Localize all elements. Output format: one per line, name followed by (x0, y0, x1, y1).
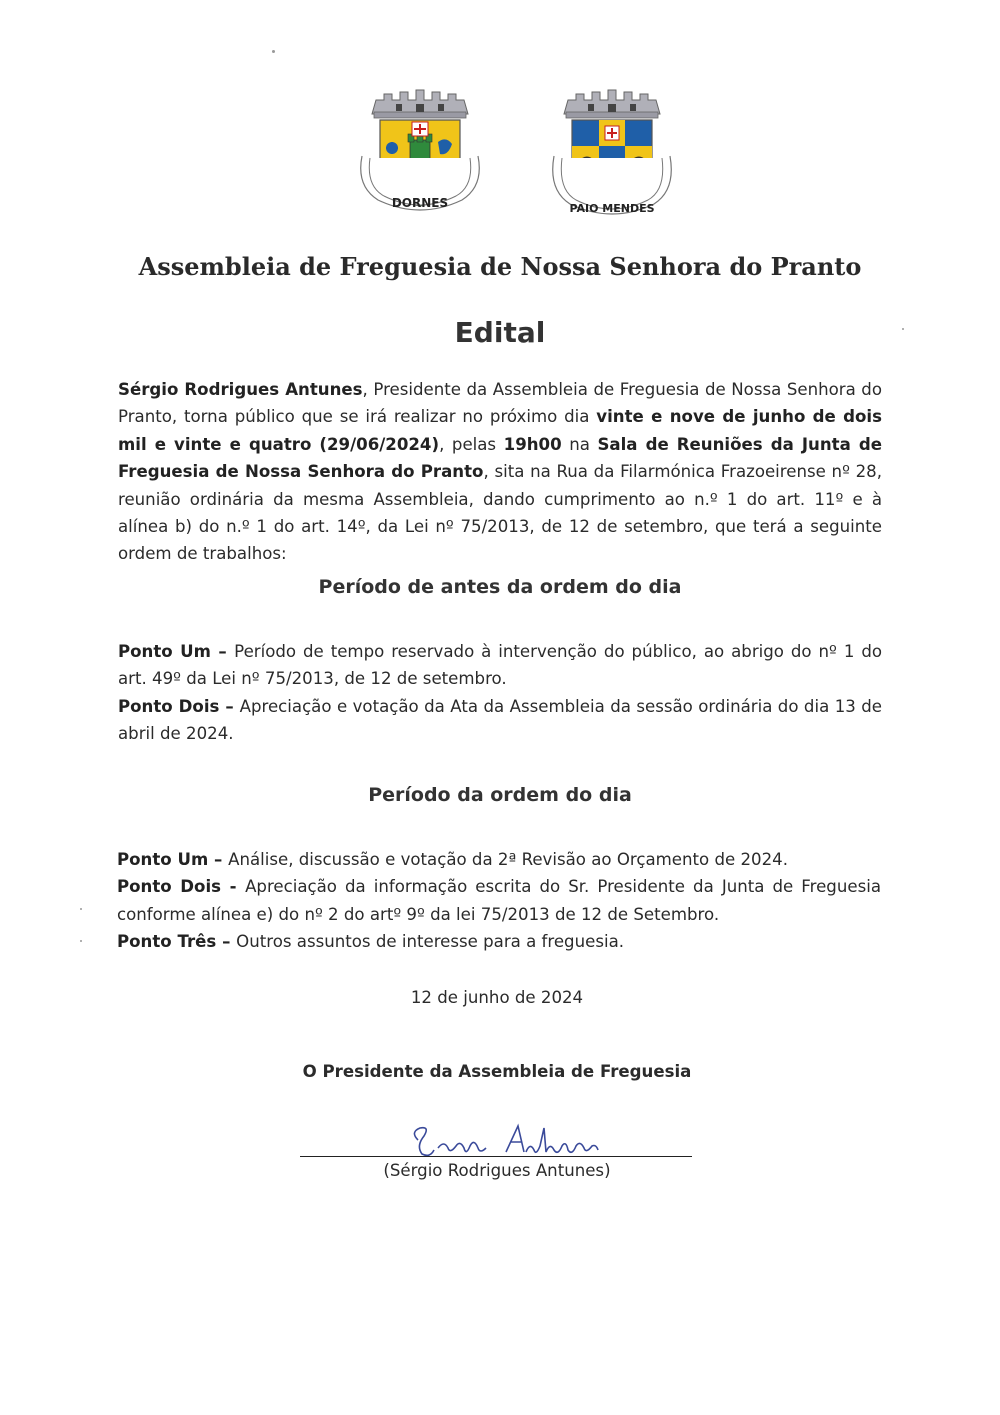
agenda-item (118, 693, 882, 748)
dornes-crest-logo (350, 86, 490, 216)
dornes-label: DORNES (391, 196, 449, 210)
scan-speck (80, 908, 82, 910)
assembly-title: Assembleia de Freguesia de Nossa Senhora do Pranto (138, 252, 862, 281)
meeting-date: vinte e nove de junho de dois mil e vinte e quatro (29/06/2024) (118, 407, 882, 454)
item-label: Ponto Dois (117, 877, 222, 897)
intro-text-1: , Presidente da Assembleia de Freguesia de Nossa Senhora do Pranto, torna público que se irá realizar no próximo dia (118, 380, 882, 427)
item-text: Período de tempo reservado à intervenção do público, ao abrigo do nº 1 do art. 49º da Lei nº 75/2013, de 12 de setembro. (118, 642, 883, 689)
meeting-place: Sala de Reuniões da Junta de Freguesia de Nossa Senhora do Pranto (118, 434, 882, 482)
document-date: 12 de junho de 2024 (410, 988, 584, 1007)
item-text: Apreciação da informação escrita do Sr. Presidente da Junta de Freguesia conforme alínea e) do nº 2 do artº 9º da lei 75/2013 de 12 de Setembro. (117, 877, 881, 924)
item-text: Apreciação e votação da Ata da Assembleia da sessão ordinária do dia 13 de abril de 2024. (118, 696, 882, 744)
item-text: Análise, discussão e votação da 2ª Revisão ao Orçamento de 2024. (228, 850, 788, 869)
signatory-title: O Presidente da Assembleia de Freguesia (302, 1062, 692, 1081)
mural-crown-icon (564, 90, 660, 118)
scan-speck (80, 940, 82, 942)
scan-speck (902, 328, 904, 330)
scroll-ribbon-icon (361, 156, 480, 210)
item-text: Outros assuntos de interesse para a freguesia. (236, 932, 625, 952)
agenda-item (117, 846, 881, 873)
item-separator: – (219, 696, 240, 716)
signatory-name: (Sérgio Rodrigues Antunes) (383, 1161, 611, 1180)
item-label: Ponto Três (117, 932, 217, 952)
scroll-ribbon-icon (553, 156, 672, 215)
president-name: Sérgio Rodrigues Antunes (118, 380, 363, 399)
paio-mendes-label: PAIO MENDES (569, 202, 655, 215)
intro-text-4: , sita na Rua da Filarmónica Frazoeirense nº 28, reunião ordinária da mesma Assembleia, dando cumprimento ao n.º 1 do art. 11º e à alínea b) do n.º 1 do art. 14º, da Lei nº 75/2013, de 12 de setembro, que terá a seguinte ordem de trabalhos: (118, 462, 882, 564)
item-label: Ponto Um (117, 850, 209, 869)
agenda-items (117, 846, 881, 956)
section-heading-pre-agenda: Período de antes da ordem do dia (318, 576, 682, 598)
item-separator: – (210, 642, 235, 661)
signature-line (300, 1156, 692, 1157)
intro-paragraph (118, 376, 882, 568)
document-type-heading: Edital (454, 316, 546, 349)
scan-speck (272, 50, 275, 53)
intro-text-3: na (561, 434, 598, 454)
agenda-item (118, 638, 882, 693)
item-separator: - (221, 877, 246, 897)
item-label: Ponto Dois (118, 696, 220, 716)
meeting-time: 19h00 (503, 434, 562, 454)
intro-text-2: , pelas (439, 434, 504, 454)
paio-mendes-crest-logo (542, 86, 682, 222)
item-separator: – (216, 932, 237, 952)
pre-agenda-items (118, 638, 882, 748)
item-label: Ponto Um (118, 642, 211, 661)
agenda-item (117, 928, 881, 955)
mural-crown-icon (372, 90, 468, 118)
agenda-item (117, 873, 881, 928)
item-separator: – (208, 850, 229, 869)
section-heading-agenda: Período da ordem do dia (368, 784, 632, 806)
